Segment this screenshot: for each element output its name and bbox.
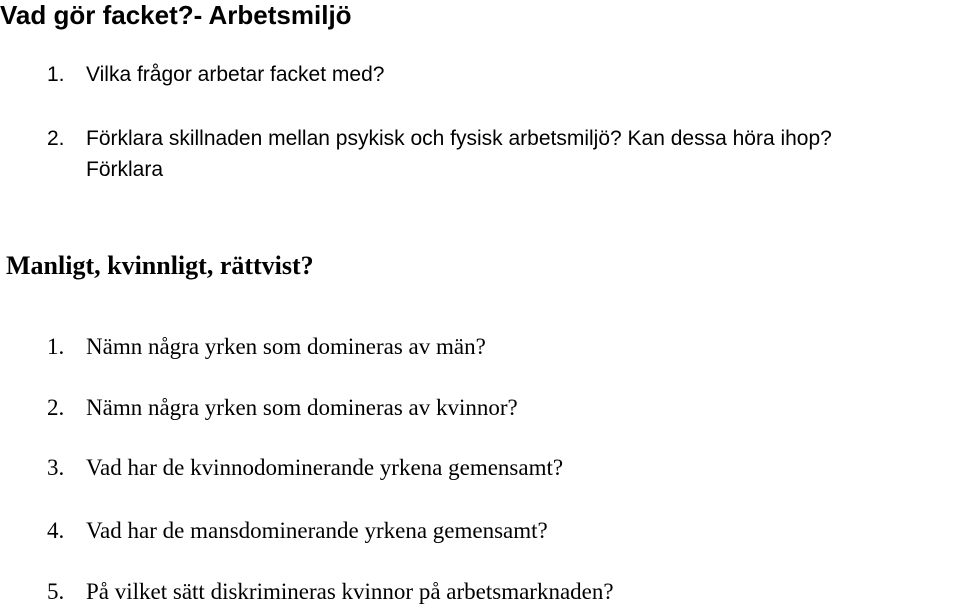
question-number: 2.	[47, 127, 65, 150]
question-text: Nämn några yrken som domineras av kvinnor?	[86, 395, 518, 420]
question-number: 2.	[47, 395, 65, 420]
question-text: Vilka frågor arbetar facket med?	[86, 63, 385, 86]
question-number: 5.	[47, 579, 65, 604]
question-text: Nämn några yrken som domineras av män?	[86, 334, 486, 359]
question-number: 4.	[47, 518, 65, 543]
question-text: På vilket sätt diskrimineras kvinnor på arbetsmarknaden?	[86, 579, 614, 604]
question-text: Vad har de mansdominerande yrkena gemensamt?	[86, 518, 548, 543]
section-title-arbetsmiljo: Vad gör facket?- Arbetsmiljö	[0, 0, 352, 30]
question-number: 1.	[47, 63, 65, 86]
section-title-manligt-kvinnligt: Manligt, kvinnligt, rättvist?	[6, 251, 314, 280]
question-text: Förklara skillnaden mellan psykisk och fysisk arbetsmiljö? Kan dessa höra ihop?	[86, 127, 832, 150]
question-text: Vad har de kvinnodominerande yrkena gemensamt?	[86, 455, 564, 480]
question-number: 3.	[47, 455, 65, 480]
question-number: 1.	[47, 334, 65, 359]
question-text-continuation: Förklara	[86, 158, 164, 181]
